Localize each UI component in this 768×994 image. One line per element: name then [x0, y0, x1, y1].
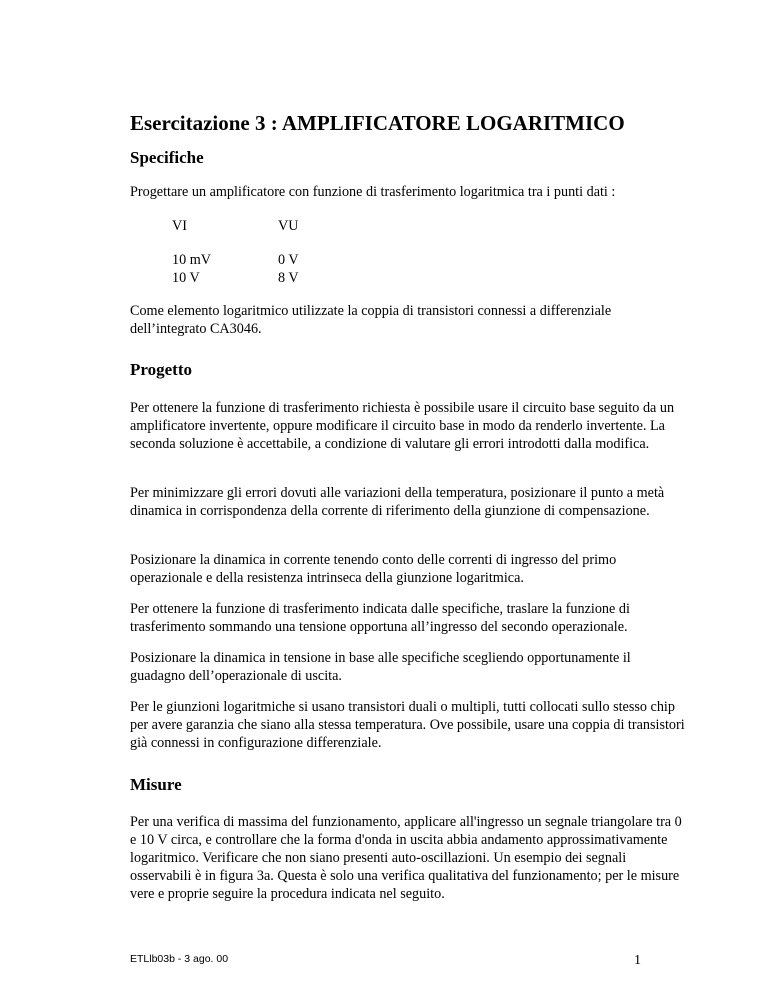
progetto-paragraph: Posizionare la dinamica in corrente tenendo conto delle correnti di ingresso del primo operazionale e della resistenza intrinseca della giunzione logaritmica. [130, 552, 617, 586]
section-heading-misure: Misure [130, 775, 182, 794]
page-number: 1 [634, 953, 641, 968]
table-header-vu: VU [278, 218, 299, 234]
progetto-paragraph: Per ottenere la funzione di trasferimento indicata dalle specifiche, traslare la funzione di trasferimento sommando una tensione opportuna all’ingresso del secondo operazionale. [130, 601, 630, 635]
table-cell: 10 mV [172, 252, 212, 268]
specifiche-note: Come elemento logaritmico utilizzate la coppia di transistori connessi a differenziale dell’integrato CA3046. [130, 303, 612, 337]
progetto-paragraph: Per minimizzare gli errori dovuti alle variazioni della temperatura, posizionare il punto a metà dinamica in corrispondenza della corrente di riferimento della giunzione di compensazione. [130, 485, 665, 519]
table-cell: 8 V [278, 270, 299, 286]
misure-paragraph: Per una verifica di massima del funzionamento, applicare all'ingresso un segnale triangolare tra 0 e 10 V circa, e controllare che la forma d'onda in uscita abbia andamento approssimativamente logaritmico. Verificare che non siano presenti auto-oscillazioni. Un esempio dei segnali osservabili è in figura 3a. Questa è solo una verifica qualitativa del funzionamento; per le misure vere e proprie seguire la procedura indicata nel seguito. [130, 814, 682, 902]
table-cell: 10 V [172, 270, 200, 286]
progetto-paragraph: Per le giunzioni logaritmiche si usano transistori duali o multipli, tutti collocati sullo stesso chip per avere garanzia che siano alla stessa temperatura. Ove possibile, usare una coppia di transistori già connessi in configurazione differenziale. [130, 699, 685, 751]
progetto-paragraph: Posizionare la dinamica in tensione in base alle specifiche scegliendo opportunamente il guadagno dell’operazionale di uscita. [130, 650, 631, 684]
table-header-vi: VI [172, 218, 187, 234]
specifiche-intro: Progettare un amplificatore con funzione di trasferimento logaritmica tra i punti dati : [130, 184, 616, 200]
document-title: Esercitazione 3 : AMPLIFICATORE LOGARITMICO [130, 111, 625, 135]
table-cell: 0 V [278, 252, 299, 268]
footer-doc-code: ETLlb03b - 3 ago. 00 [130, 953, 229, 965]
progetto-paragraph: Per ottenere la funzione di trasferimento richiesta è possibile usare il circuito base seguito da un amplificatore invertente, oppure modificare il circuito base in modo da renderlo invertente. La seconda soluzione è accettabile, a condizione di valutare gli errori introdotti dalla modifica. [130, 400, 675, 452]
section-heading-specifiche: Specifiche [130, 148, 204, 167]
section-heading-progetto: Progetto [130, 360, 192, 379]
